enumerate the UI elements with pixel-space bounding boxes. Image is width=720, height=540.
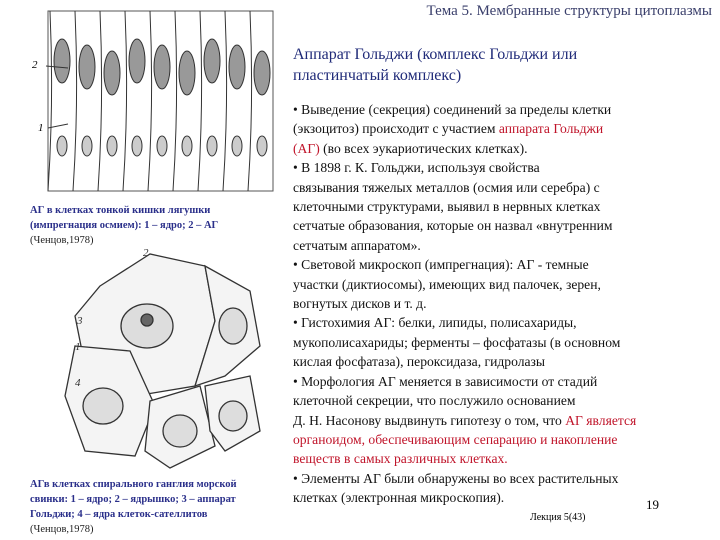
text-span: • Морфология АГ меняется в зависимости от стадий [293,373,598,389]
text-span: • Световой микроскоп (импрегнация): АГ - темные [293,257,589,273]
caption-line: (импрегнация осмием): 1 – ядро; 2 – АГ [30,220,219,231]
highlighted-text: (АГ) [293,140,320,156]
text-span: сетчатые образования, которые он назвал «внутренним [293,218,613,234]
text-span: • Элементы АГ были обнаружены во всех растительных [293,470,619,486]
body-line [293,352,713,371]
fig2-label: 1 [75,341,81,353]
body-line [293,333,713,352]
body-text [293,100,713,508]
body-line [293,139,713,158]
page-number: 19 [646,497,659,512]
body-line [293,119,713,138]
text-span: мукополисахариды; ферменты – фосфатазы (в основном [293,334,621,350]
text-span: участки (диктиосомы), имеющих вид палочек, зерен, [293,276,601,292]
caption-line: свинки: 1 – ядро; 2 – ядрышко; 3 – аппарат [30,494,236,505]
body-line [293,158,713,177]
text-span: связывания тяжелых металлов (осмия или серебра) с [293,179,600,195]
fig2-label: 2 [143,247,149,259]
text-span: клетках (электронная микроскопия). [293,490,505,506]
highlighted-text: АГ является [565,412,637,428]
body-line [293,275,713,294]
body-line [293,255,713,274]
caption-source: (Ченцов,1978) [30,524,94,535]
fig1-label: 2 [32,59,38,71]
body-line [293,197,713,216]
body-line [293,313,713,332]
body-line [293,294,713,313]
text-span: • Выведение (секреция) соединений за пределы клетки [293,102,612,117]
highlighted-text: аппарата Гольджи [498,121,604,137]
body-line [293,216,713,235]
text-span: сетчатым аппаратом». [293,237,421,253]
caption-line: Гольджи; 4 – ядра клеток-сателлитов [30,509,208,520]
figure-ganglion-cells [55,246,265,472]
body-line [293,430,713,449]
highlighted-text: органоидом, обеспечивающим сепарацию и накопление [293,431,618,447]
section-heading [293,44,713,86]
caption-line: АГ в клетках тонкой кишки лягушки [30,205,211,216]
heading-line: пластинчатый комплекс) [293,67,462,84]
text-span: Д. Н. Насонову выдвинуть гипотезу о том, что [293,412,566,428]
text-span: клеточной секреции, что послужило основанием [293,393,576,409]
body-line [293,449,713,468]
text-span: (экзоцитоз) происходит с участием [293,121,499,137]
slide-title: Тема 5. Мембранные структуры цитоплазмы [426,3,712,19]
text-span: кислая фосфатаза), пероксидаза, гидролазы [293,354,546,370]
body-line [293,178,713,197]
figure1-caption [30,203,218,248]
caption-line: АГв клетках спирального ганглия морской [30,479,237,490]
body-line [293,411,713,430]
text-span: • В 1898 г. К. Гольджи, используя свойства [293,160,540,176]
body-line [293,372,713,391]
body-line [293,469,713,488]
highlighted-text: веществ в самых различных клетках. [293,451,508,467]
body-line [293,100,713,119]
text-span: клеточными структурами, выявил в нервных клетках [293,199,601,215]
fig1-label: 1 [38,122,44,134]
fig2-label: 4 [75,377,81,389]
text-span: • Гистохимия АГ: белки, липиды, полисахариды, [293,315,577,331]
body-line [293,236,713,255]
figure-intestine-cells [28,6,278,198]
text-span: вогнутых дисков и т. д. [293,296,427,312]
fig2-label: 3 [77,315,83,327]
lecture-label: Лекция 5(43) [530,512,586,523]
caption-source: (Ченцов,1978) [30,235,94,246]
heading-line: Аппарат Гольджи (комплекс Гольджи или [293,46,578,63]
body-line [293,391,713,410]
text-span: (во всех эукариотических клетках). [319,140,528,156]
figure2-caption [30,477,237,537]
